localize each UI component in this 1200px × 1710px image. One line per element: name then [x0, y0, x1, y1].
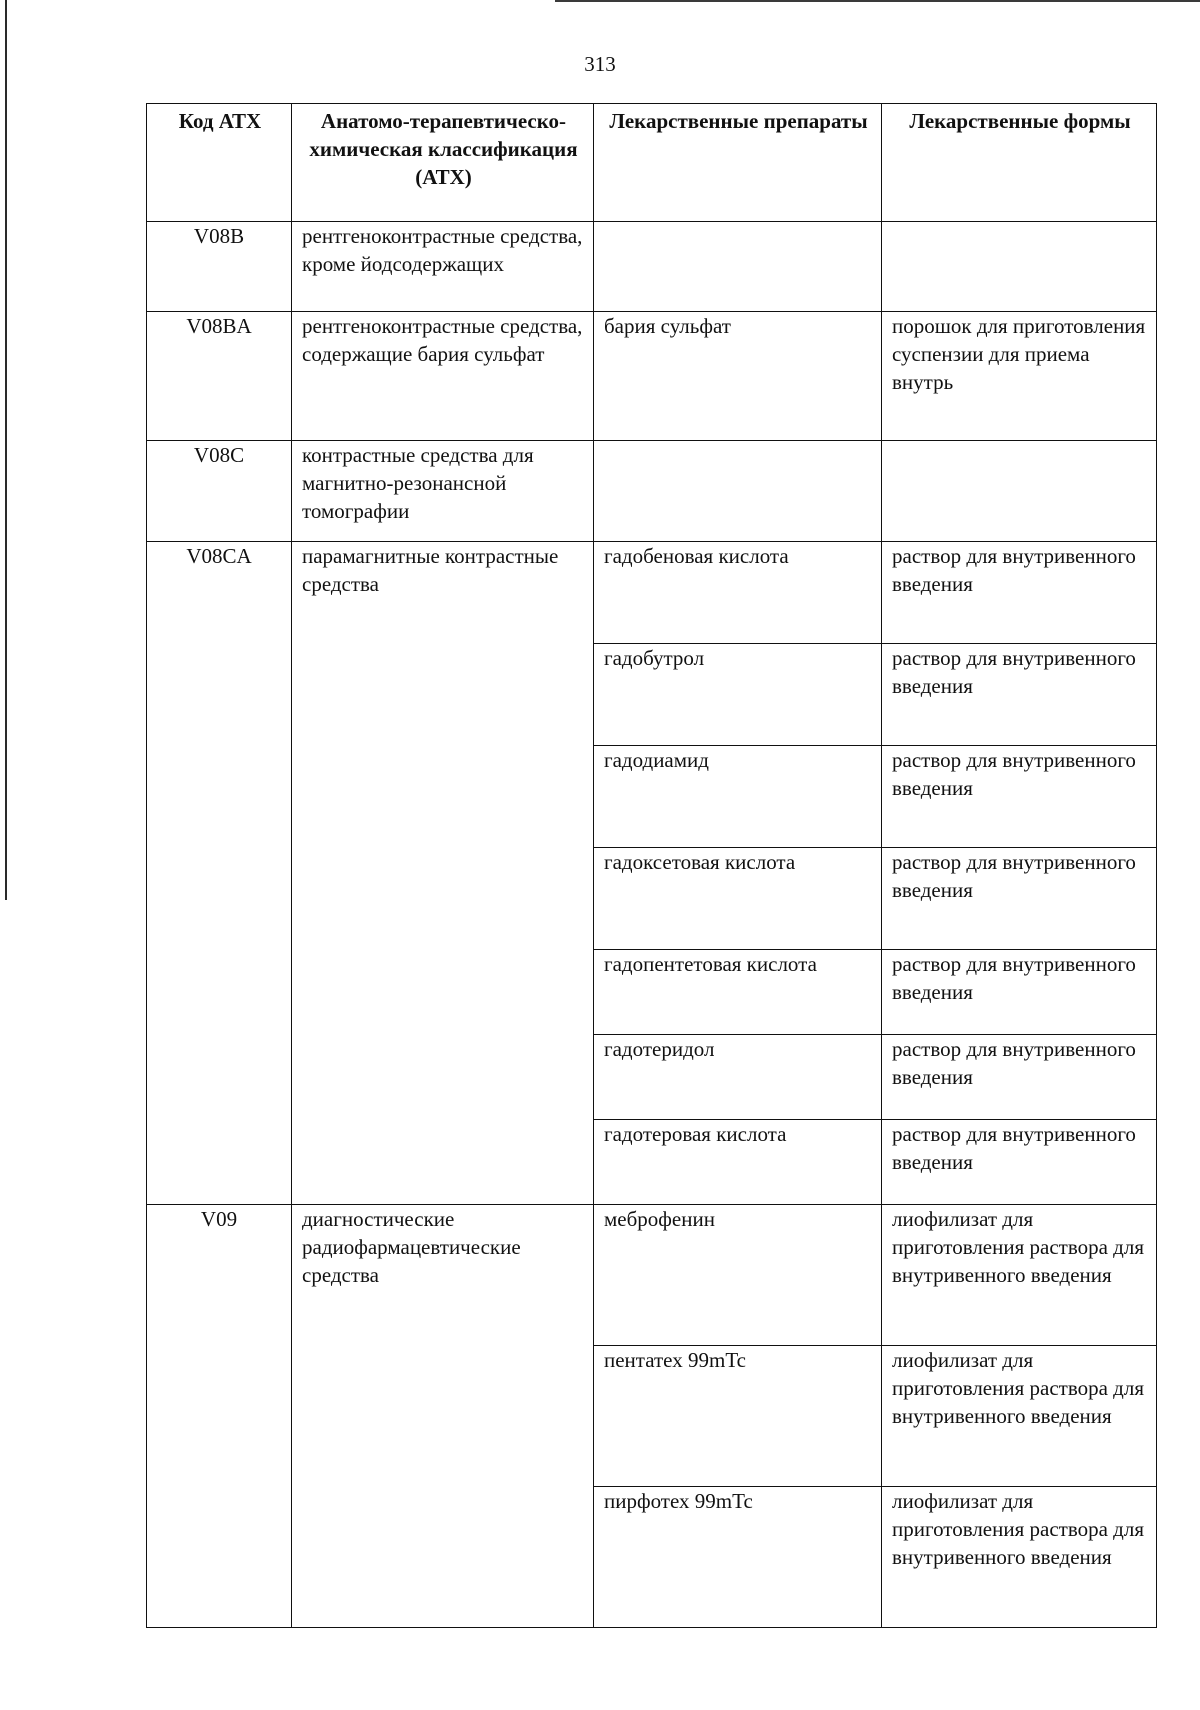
header-dosage-forms: Лекарственные формы [882, 104, 1157, 222]
form-cell [882, 441, 1157, 542]
form-cell: раствор для внутривенного введения [882, 746, 1157, 848]
form-cell: раствор для внутривенного введения [882, 644, 1157, 746]
table-row [147, 441, 1157, 542]
drug-cell: гадобутрол [594, 644, 882, 746]
table-row [147, 312, 1157, 441]
scan-edge-left [5, 0, 7, 900]
table-row [147, 542, 1157, 644]
drug-cell: гадопентетовая кислота [594, 950, 882, 1035]
atx-code-cell: V08BA [147, 312, 292, 441]
form-cell: раствор для внутривенного введения [882, 1035, 1157, 1120]
form-cell: раствор для внутривенного введения [882, 848, 1157, 950]
drug-cell: пирфотех 99mTc [594, 1487, 882, 1628]
header-atx-classification: Анатомо-терапевтическо-химическая классификация (АТХ) [292, 104, 594, 222]
header-drugs: Лекарственные препараты [594, 104, 882, 222]
atx-table [146, 103, 1157, 1628]
table-row [147, 1205, 1157, 1346]
form-cell: лиофилизат для приготовления раствора для внутривенного введения [882, 1205, 1157, 1346]
drug-cell [594, 441, 882, 542]
classification-cell: парамагнитные контрастные средства [292, 542, 594, 1205]
atx-code-cell: V08CA [147, 542, 292, 1205]
drug-cell: гадодиамид [594, 746, 882, 848]
classification-cell: рентгеноконтрастные средства, кроме йодсодержащих [292, 222, 594, 312]
drug-cell: гадотеридол [594, 1035, 882, 1120]
header-atx-code: Код АТХ [147, 104, 292, 222]
form-cell: раствор для внутривенного введения [882, 542, 1157, 644]
atx-code-cell: V09 [147, 1205, 292, 1628]
form-cell: раствор для внутривенного введения [882, 950, 1157, 1035]
form-cell: лиофилизат для приготовления раствора для внутривенного введения [882, 1346, 1157, 1487]
form-cell: лиофилизат для приготовления раствора для внутривенного введения [882, 1487, 1157, 1628]
classification-cell: контрастные средства для магнитно-резонансной томографии [292, 441, 594, 542]
atx-code-cell: V08B [147, 222, 292, 312]
drug-cell: гадобеновая кислота [594, 542, 882, 644]
drug-cell: пентатех 99mTc [594, 1346, 882, 1487]
atx-code-cell: V08C [147, 441, 292, 542]
drug-cell: гадоксетовая кислота [594, 848, 882, 950]
page-number: 313 [584, 52, 616, 76]
scan-edge-top [555, 0, 1200, 2]
form-cell: раствор для внутривенного введения [882, 1120, 1157, 1205]
table-row [147, 222, 1157, 312]
drug-cell: меброфенин [594, 1205, 882, 1346]
classification-cell: диагностические радиофармацевтические средства [292, 1205, 594, 1628]
form-cell [882, 222, 1157, 312]
drug-cell [594, 222, 882, 312]
form-cell: порошок для приготовления суспензии для приема внутрь [882, 312, 1157, 441]
drug-cell: гадотеровая кислота [594, 1120, 882, 1205]
table-header-row [147, 104, 1157, 222]
classification-cell: рентгеноконтрастные средства, содержащие бария сульфат [292, 312, 594, 441]
drug-cell: бария сульфат [594, 312, 882, 441]
